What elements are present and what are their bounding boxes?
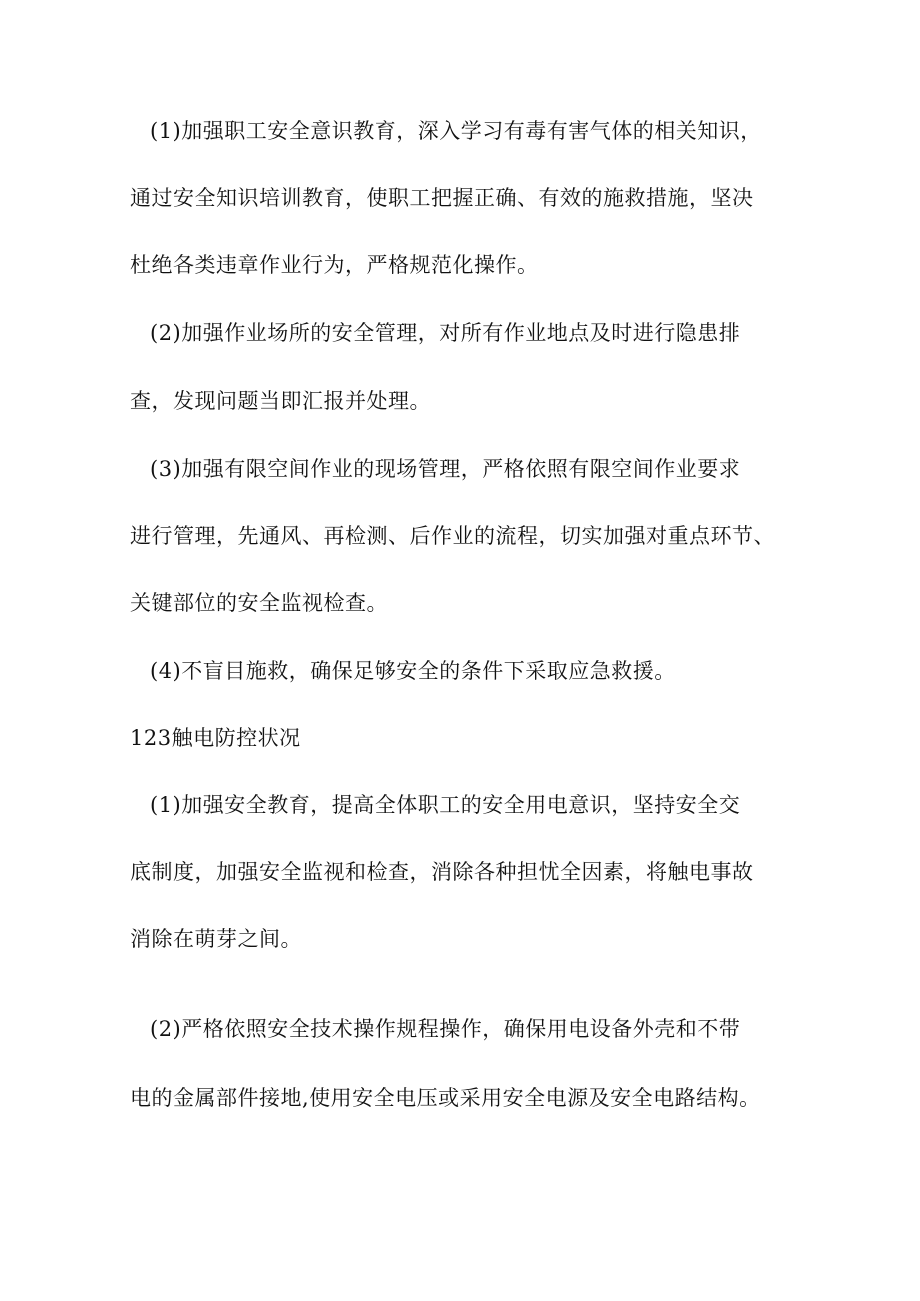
section-heading: 123触电防控状况 — [130, 726, 301, 750]
paragraph-line: (1)加强职工安全意识教育，深入学习有毒有害气体的相关知识， — [150, 119, 762, 143]
paragraph-line: 进行管理，先通风、再检测、后作业的流程，切实加强对重点环节、 — [130, 524, 775, 548]
paragraph-line: 电的金属部件接地,使用安全电压或采用安全电源及安全电路结构。 — [130, 1086, 761, 1110]
paragraph-line: (3)加强有限空间作业的现场管理，严格依照有限空间作业要求 — [150, 457, 741, 481]
paragraph-line: 查，发现问题当即汇报并处理。 — [130, 389, 431, 413]
paragraph-line: (2)加强作业场所的安全管理，对所有作业地点及时进行隐患排 — [150, 321, 741, 345]
paragraph-line: 消除在萌芽之间。 — [130, 927, 302, 951]
paragraph-line: 底制度，加强安全监视和检查，消除各种担忧全因素，将触电事故 — [130, 860, 754, 884]
paragraph-line: 关键部位的安全监视检查。 — [130, 591, 388, 615]
paragraph-line: (2)严格依照安全技术操作规程操作，确保用电设备外壳和不带 — [150, 1017, 741, 1041]
paragraph-line: 通过安全知识培训教育，使职工把握正确、有效的施救措施，坚决 — [130, 186, 754, 210]
paragraph-line: (1)加强安全教育，提高全体职工的安全用电意识，坚持安全交 — [150, 793, 741, 817]
paragraph-line: 杜绝各类违章作业行为，严格规范化操作。 — [130, 253, 539, 277]
paragraph-line: (4)不盲目施救，确保足够安全的条件下采取应急救援。 — [150, 659, 676, 683]
